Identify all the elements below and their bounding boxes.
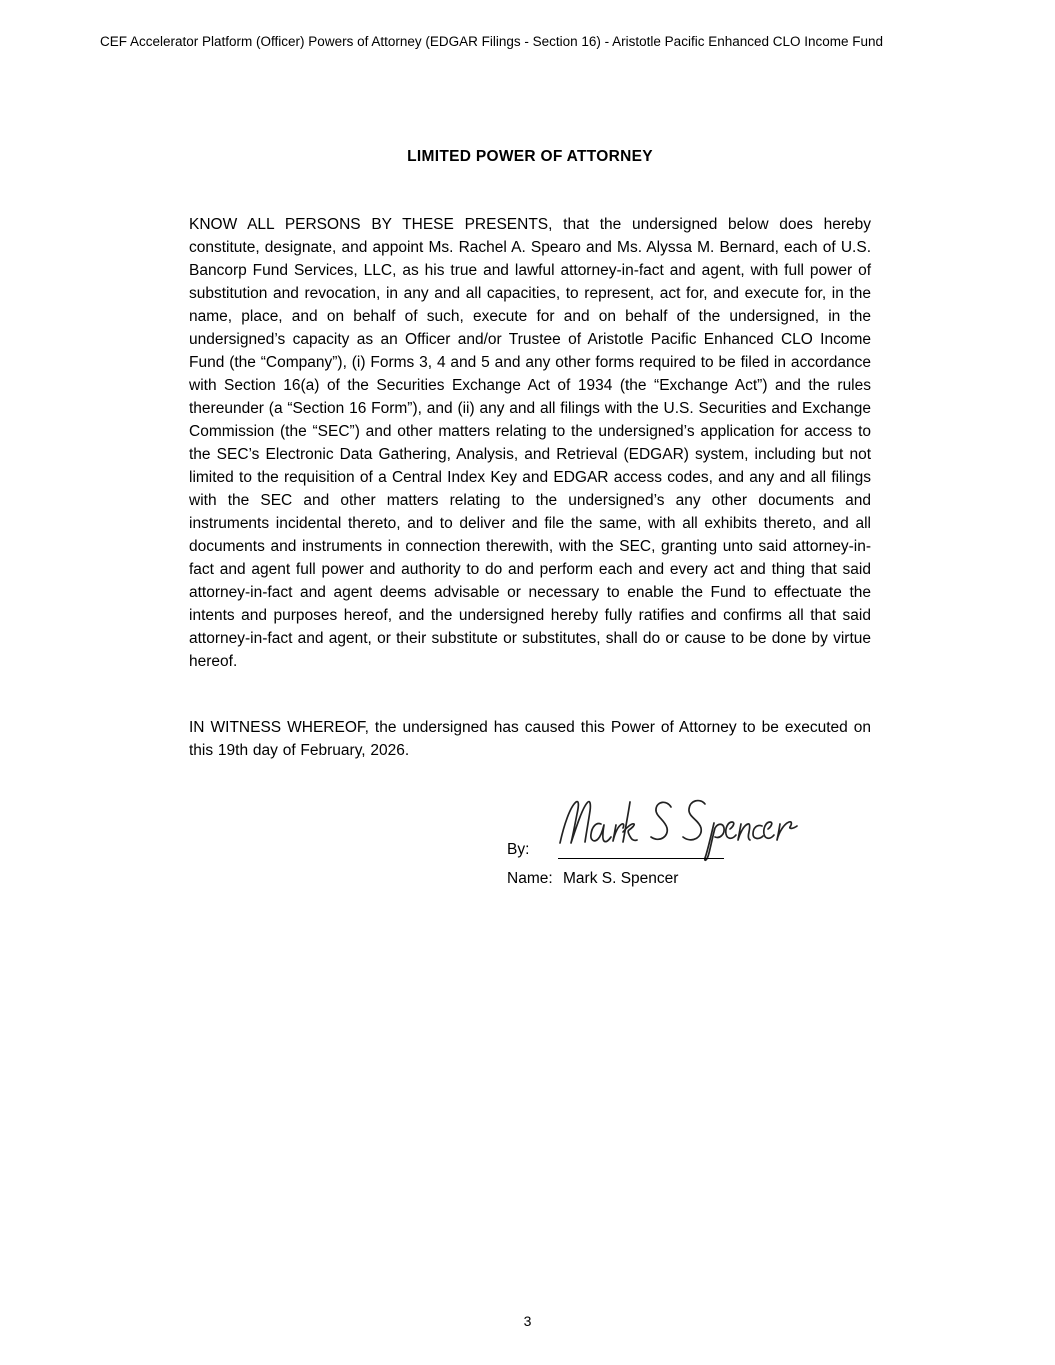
name-label: Name: bbox=[507, 870, 553, 887]
handwritten-signature-icon bbox=[556, 795, 811, 865]
witness-paragraph: IN WITNESS WHEREOF, the undersigned has caused this Power of Attorney to be executed on this 19th day of February, 2026. bbox=[189, 719, 871, 759]
signature-line bbox=[558, 858, 724, 859]
page-number: 3 bbox=[523, 1313, 532, 1329]
main-paragraph: KNOW ALL PERSONS BY THESE PRESENTS, that the undersigned below does hereby constitute, designate, and appoint Ms. Rachel A. Spearo and Ms. Alyssa M. Bernard, each of U.S. Bancorp Fund Services, LLC, as his true and lawful attorney-in-fact and agent, with full power of substitution and revocation, in any and all capacities, to represent, act for, and execute for, in the name, place, and on behalf of such, execute for and on behalf of the undersigned, in the undersigned’s capacity as an Officer and/or Trustee of Aristotle Pacific Enhanced CLO Income Fund (the “Company”), (i) Forms 3, 4 and 5 and any other forms required to be filed in accordance with Section 16(a) of the Securities Exchange Act of 1934 (the “Exchange Act”) and the rules thereunder (a “Section 16 Form”), and (ii) any and all filings with the U.S. Securities and Exchange Commission (the “SEC”) and other matters relating to the undersigned’s application for access to the SEC’s Electronic Data Gathering, Analysis, and Retrieval (EDGAR) system, including but not limited to the requisition of a Central Index Key and EDGAR access codes, and any and all filings with the SEC and other matters relating to the undersigned’s any other documents and instruments incidental thereto, and to deliver and file the same, with all exhibits thereto, and all documents and instruments in connection therewith, with the SEC, granting unto said attorney-in-fact and agent full power and authority to do and perform each and every act and thing that said attorney-in-fact and agent deems advisable or necessary to enable the Fund to effectuate the intents and purposes hereof, and the undersigned hereby fully ratifies and confirms all that said attorney-in-fact and agent, or their substitute or substitutes, shall do or cause to be done by virtue hereof. bbox=[189, 216, 871, 670]
document-title: LIMITED POWER OF ATTORNEY bbox=[407, 148, 653, 165]
by-label: By: bbox=[507, 841, 530, 858]
signatory-name: Mark S. Spencer bbox=[563, 870, 679, 887]
document-header-line: CEF Accelerator Platform (Officer) Powers of Attorney (EDGAR Filings - Section 16) - Aristotle Pacific Enhanced CLO Income Fund bbox=[100, 34, 884, 49]
